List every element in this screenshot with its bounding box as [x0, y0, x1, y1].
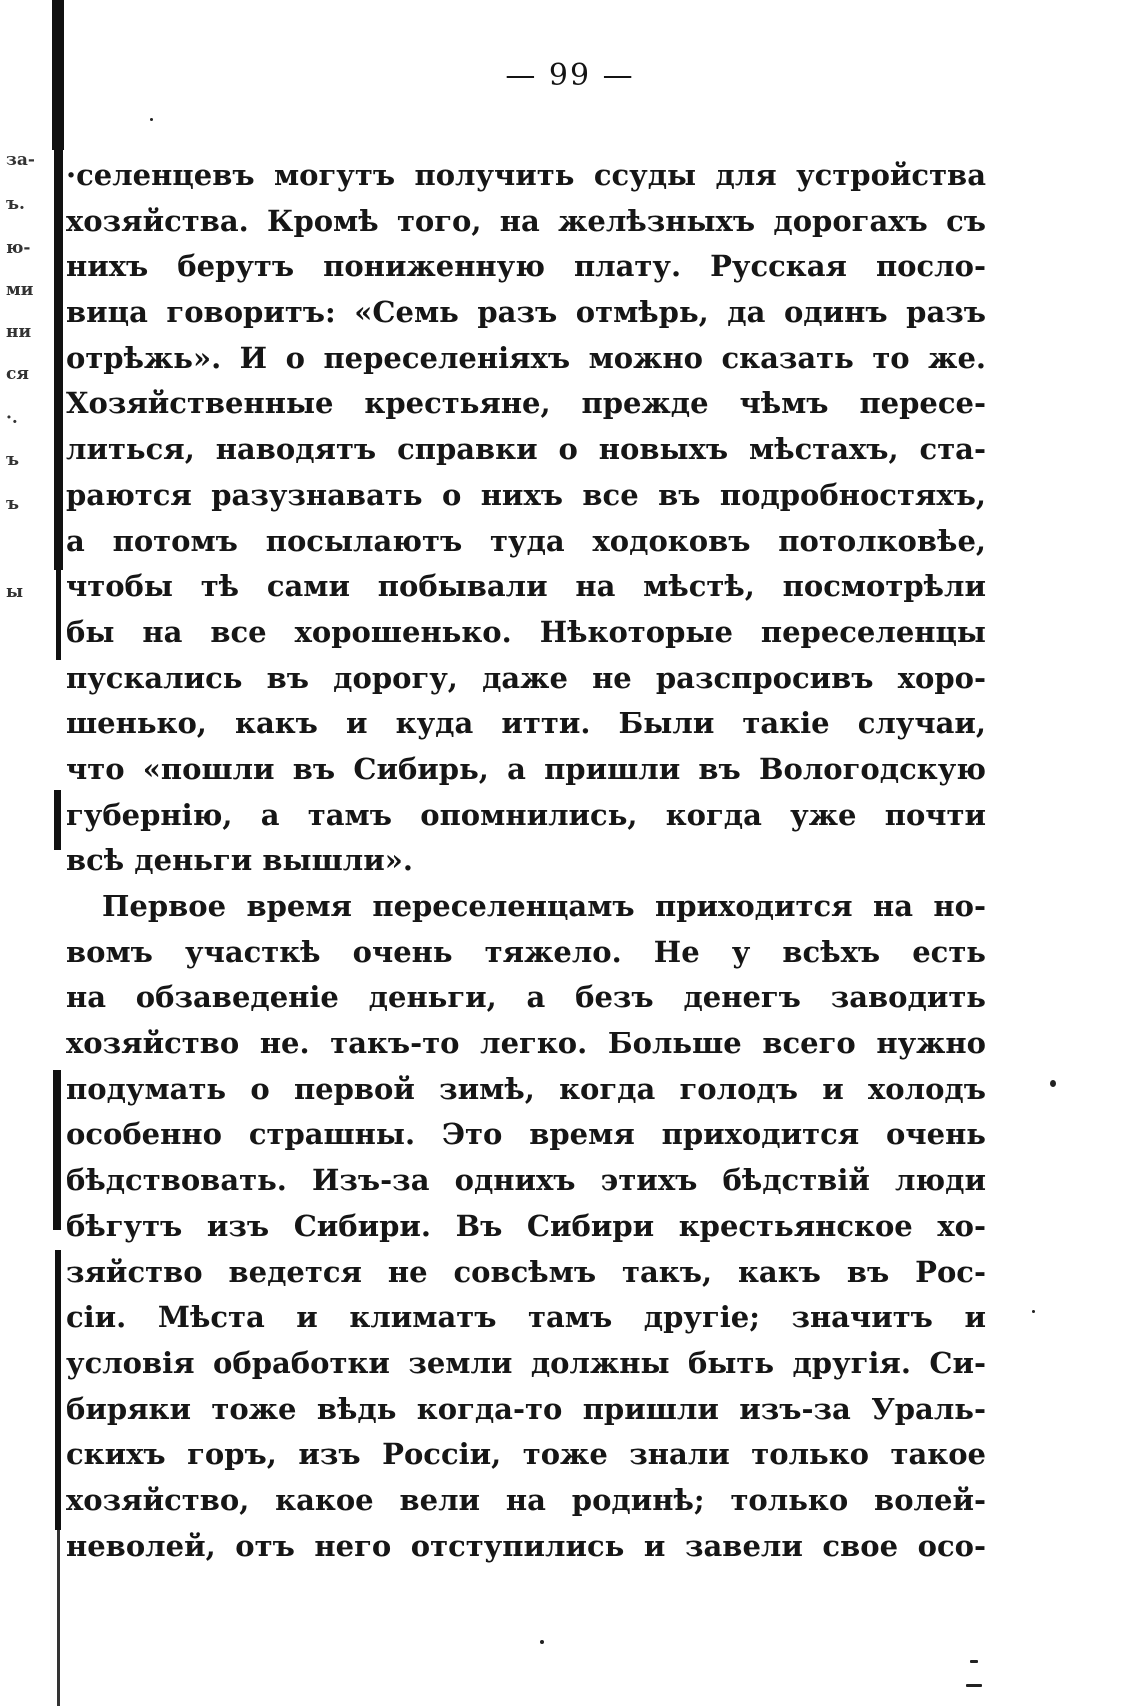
facing-fragment: ъ.: [6, 194, 25, 214]
facing-fragment: ·.: [6, 408, 18, 428]
text-line: особенно страшны. Это время приходится очень: [66, 1117, 986, 1152]
text-line: хозяйство не. такъ-то легко. Больше всего нужно: [66, 1026, 986, 1061]
text-line: раются разузнавать о нихъ все въ подробностяхъ,: [66, 477, 986, 512]
page-number: — 99 —: [505, 58, 635, 93]
text-line: а потомъ посылаютъ туда ходоковъ потолковѣе,: [66, 523, 986, 558]
binding-shadow-segment: [55, 1250, 61, 1530]
text-line: бѣдствовать. Изъ-за однихъ этихъ бѣдствій люди: [66, 1163, 986, 1198]
text-line: подумать о первой зимѣ, когда голодъ и холодъ: [66, 1071, 986, 1106]
ink-speck: [970, 1660, 978, 1663]
text-line: Хозяйственные крестьяне, прежде чѣмъ пересе-: [66, 386, 986, 421]
text-line: шенько, какъ и куда итти. Были такіе случаи,: [66, 706, 986, 741]
text-line: бѣгутъ изъ Сибири. Въ Сибири крестьянское хо-: [66, 1208, 986, 1243]
ink-speck: [1050, 1080, 1056, 1087]
text-line: вица говоритъ: «Семь разъ отмѣрь, да одинъ разъ: [66, 295, 986, 330]
facing-fragment: ми: [6, 280, 34, 300]
facing-fragment: ю-: [6, 238, 31, 258]
binding-shadow-segment: [53, 1070, 61, 1230]
text-line: на обзаведеніе деньги, а безъ денегъ заводить: [66, 980, 986, 1015]
text-line: губернію, а тамъ опомнились, когда уже почти: [66, 797, 986, 832]
body-text: [66, 153, 986, 1569]
facing-fragment: ся: [6, 364, 29, 384]
ink-speck: [540, 1640, 544, 1644]
ink-speck: [150, 118, 153, 121]
binding-shadow-segment: [56, 570, 61, 660]
facing-fragment: ы: [6, 582, 24, 602]
binding-shadow-segment: [54, 790, 61, 850]
text-line: нихъ берутъ пониженную плату. Русская посло-: [66, 249, 986, 284]
text-line: литься, наводятъ справки о новыхъ мѣстахъ, ста-: [66, 432, 986, 467]
facing-fragment: ъ: [6, 494, 20, 514]
paragraph-2: [66, 884, 986, 1569]
text-line: ·селенцевъ могутъ получить ссуды для устройства: [66, 158, 986, 192]
binding-shadow-segment: [57, 1530, 60, 1706]
binding-shadow-segment: [54, 150, 63, 570]
text-line: хозяйство, какое вели на родинѣ; только волей-: [66, 1482, 986, 1517]
text-line: что «пошли въ Сибирь, а пришли въ Вологодскую: [66, 751, 986, 786]
text-line: всѣ деньги вышли».: [66, 843, 413, 878]
text-line: вомъ участкѣ очень тяжело. Не у всѣхъ есть: [66, 934, 986, 969]
text-line: сіи. Мѣста и климатъ тамъ другіе; значитъ и: [66, 1300, 986, 1335]
text-line: неволей, отъ него отступились и завели свое осо-: [66, 1528, 986, 1563]
paragraph-1: [66, 153, 986, 884]
text-line: зяйство ведется не совсѣмъ такъ, какъ въ Рос-: [66, 1254, 986, 1289]
text-line: хозяйства. Кромѣ того, на желѣзныхъ дорогахъ съ: [66, 203, 986, 238]
facing-fragment: ни: [6, 322, 32, 342]
text-line: отрѣжь». И о переселеніяхъ можно сказать то же.: [66, 340, 986, 375]
text-line: бы на все хорошенько. Нѣкоторые переселенцы: [66, 614, 986, 649]
text-line: биряки тоже вѣдь когда-то пришли изъ-за Ураль-: [66, 1391, 986, 1426]
text-line: пускались въ дорогу, даже не разспросивъ хоро-: [66, 660, 986, 695]
facing-fragment: ъ: [6, 450, 20, 470]
facing-fragment: за-: [6, 150, 35, 170]
ink-speck: [966, 1684, 982, 1687]
ink-speck: [1032, 1310, 1035, 1313]
text-line: чтобы тѣ сами побывали на мѣстѣ, посмотрѣли: [66, 569, 986, 604]
text-line: скихъ горъ, изъ Россіи, тоже знали только такое: [66, 1437, 986, 1472]
text-line: условія обработки земли должны быть другія. Си-: [66, 1345, 986, 1380]
binding-shadow: [52, 0, 66, 1706]
text-line: Первое время переселенцамъ приходится на но-: [102, 889, 986, 923]
